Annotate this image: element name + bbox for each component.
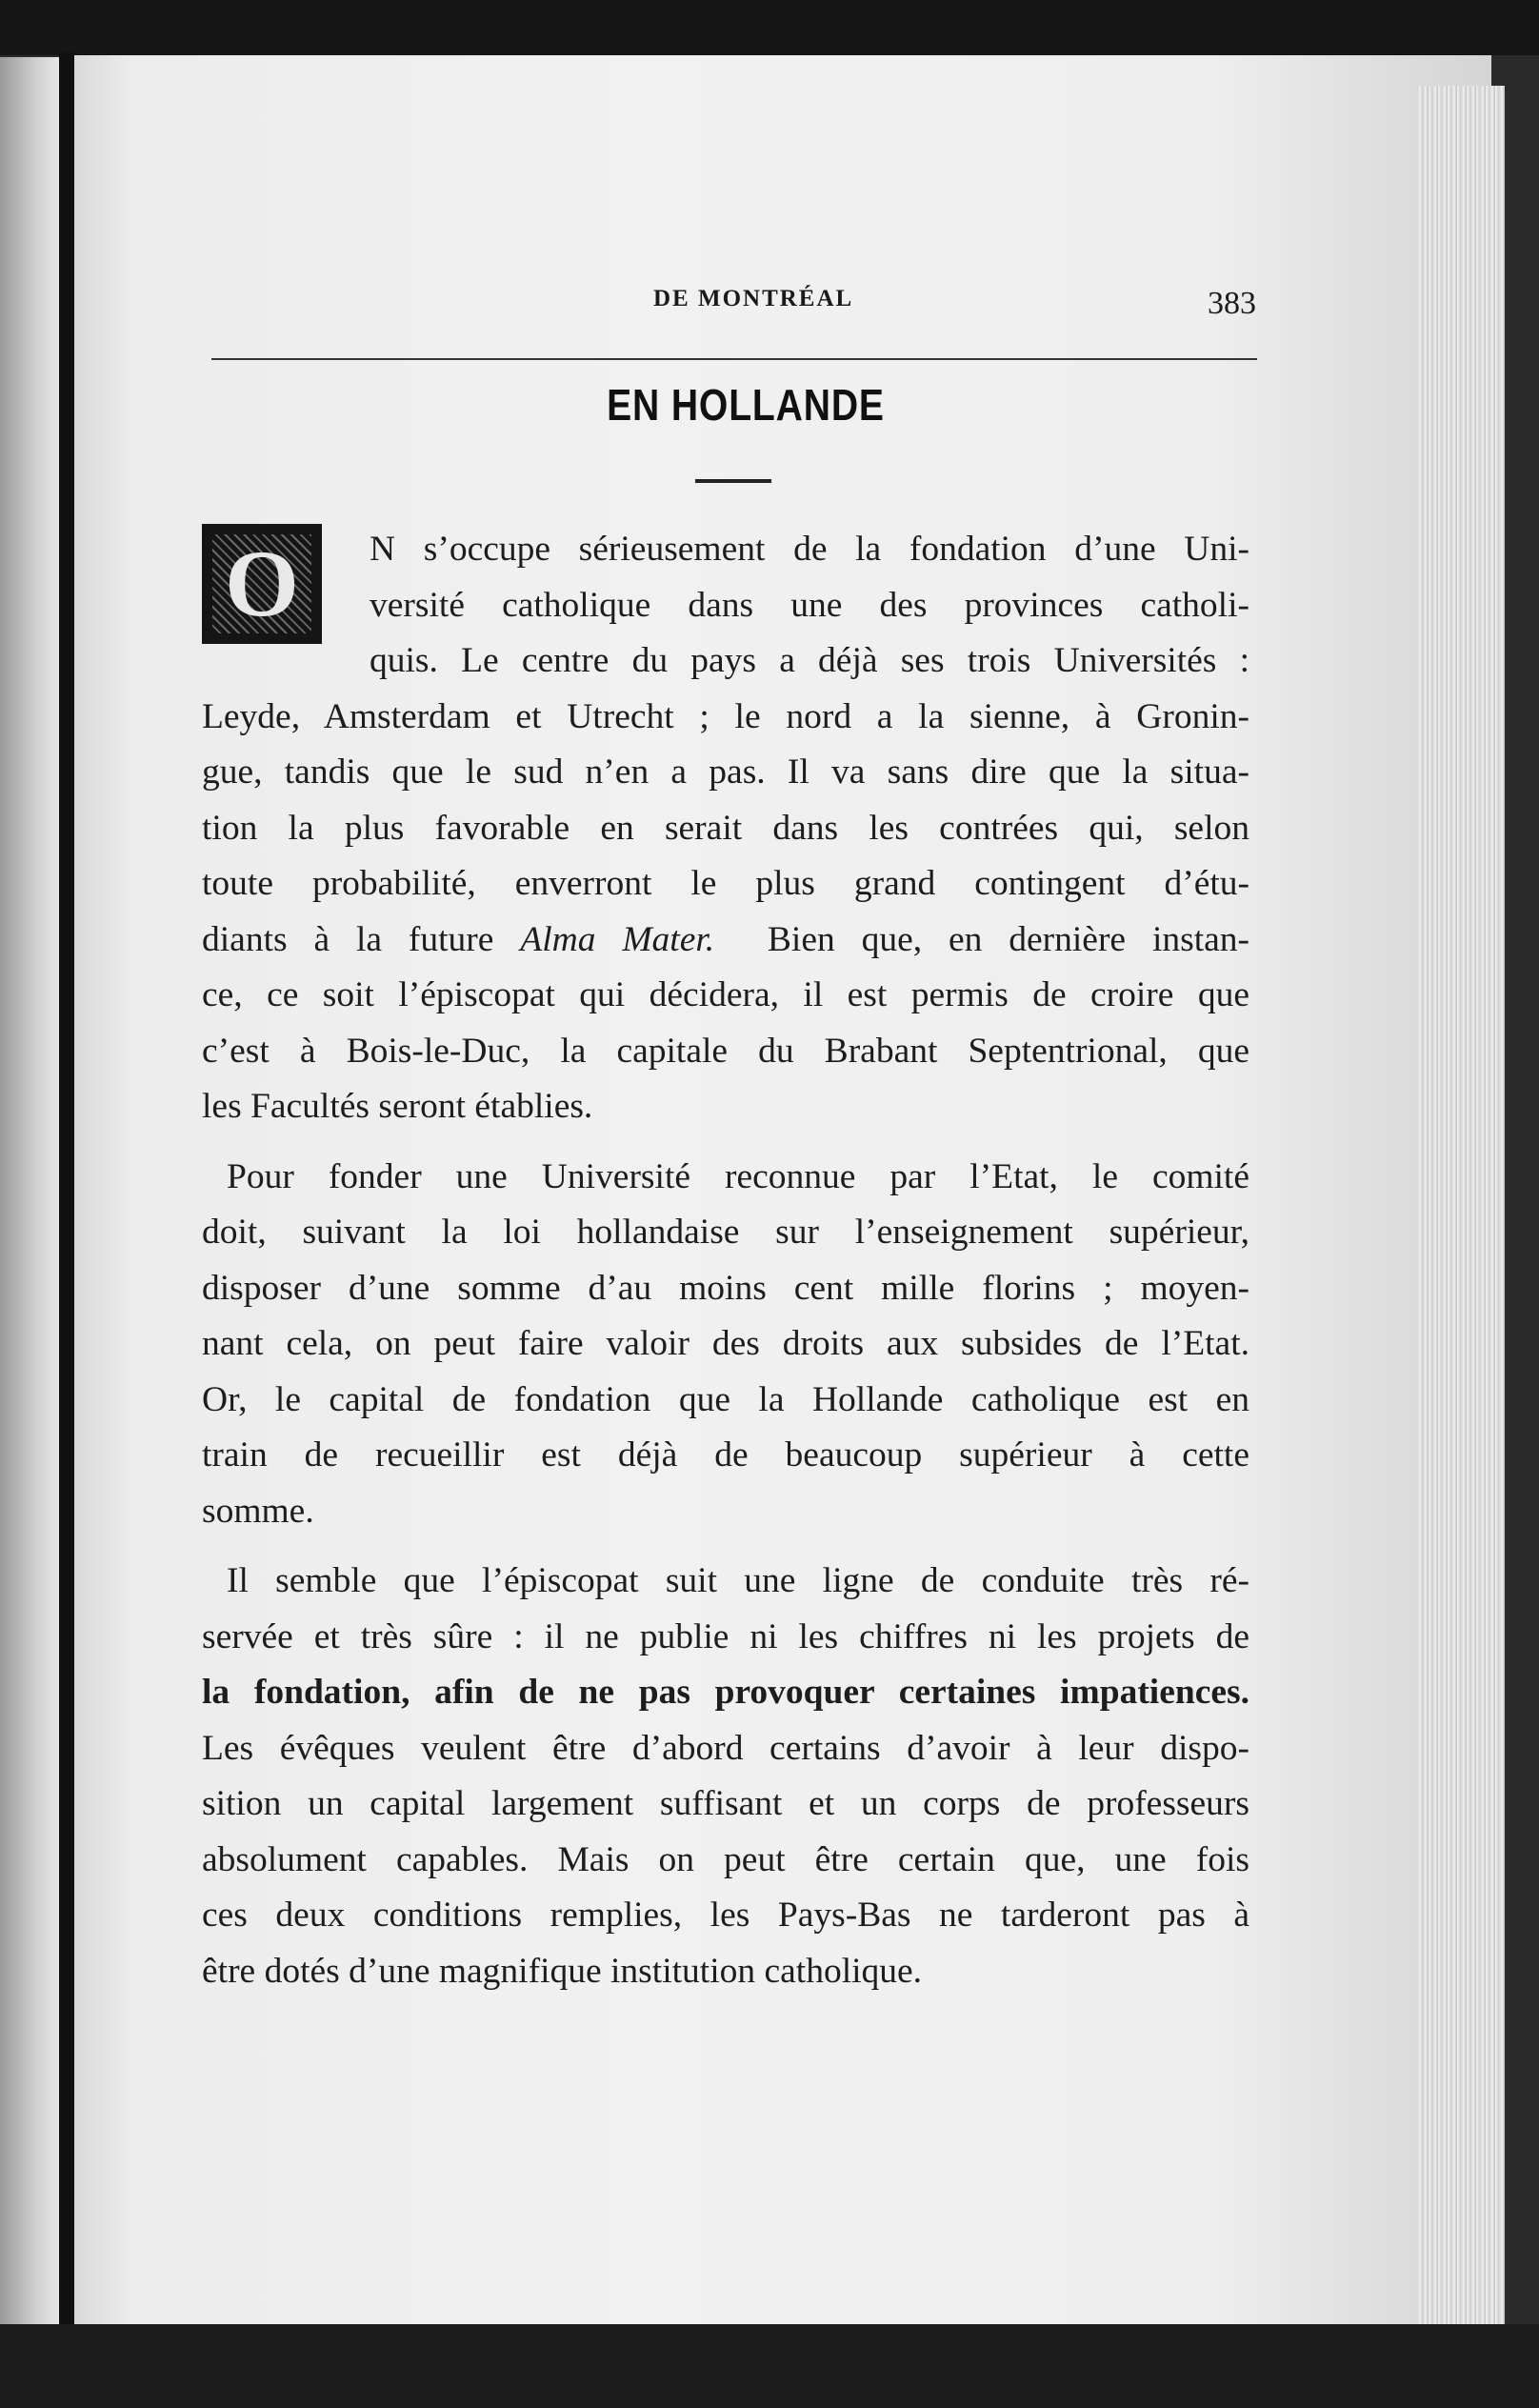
text-line: gue, tandis que le sud n’en a pas. Il va sans dire que la situa- [202, 752, 1249, 792]
book-gutter [59, 52, 74, 2377]
text-segment: Bien que, en dernière instan- [767, 919, 1250, 959]
text-line: Or, le capital de fondation que la Hollande catholique est en [202, 1379, 1249, 1419]
dropcap-letter: O [225, 531, 299, 636]
text-line: versité catholique dans une des provinces catholi- [370, 585, 1249, 625]
text-line: Leyde, Amsterdam et Utrecht ; le nord a la sienne, à Gronin- [202, 696, 1249, 736]
text-line: Il semble que l’épiscopat suit une ligne de conduite très ré- [227, 1561, 1249, 1600]
title-rule [695, 479, 771, 483]
body-text [202, 522, 1249, 1999]
text-line [202, 913, 1249, 969]
paragraph-2 [202, 1150, 1249, 1540]
text-line: train de recueillir est déjà de beaucoup supérieur à cette [202, 1435, 1249, 1475]
text-line: Les évêques veulent être d’abord certains d’avoir à leur dispo- [202, 1728, 1249, 1768]
section-title: EN HOLLANDE [607, 380, 885, 430]
scan-bottom-border [0, 2324, 1539, 2408]
text-line: absolument capables. Mais on peut être certain que, une fois [202, 1839, 1249, 1879]
text-line: quis. Le centre du pays a déjà ses trois Universités : [370, 641, 1249, 680]
page-stack-edge [1419, 86, 1505, 2353]
text-line: tion la plus favorable en serait dans les contrées qui, selon [202, 808, 1249, 848]
text-line: sition un capital largement suffisant et un corps de professeurs [202, 1784, 1249, 1823]
paragraph-1 [202, 522, 1249, 1135]
text-line: ce, ce soit l’épiscopat qui décidera, il est permis de croire que [202, 975, 1249, 1014]
scan-top-border [0, 0, 1539, 55]
page-number: 383 [1208, 286, 1256, 321]
text-line: c’est à Bois-le-Duc, la capitale du Brabant Septentrional, que [202, 1031, 1249, 1071]
text-line: les Facultés seront établies. [202, 1087, 593, 1126]
text-line: disposer d’une somme d’au moins cent mille florins ; moyen- [202, 1268, 1249, 1308]
paragraph-3 [202, 1554, 1249, 1999]
text-line: toute probabilité, enverront le plus grand contingent d’étu- [202, 864, 1249, 903]
text-line: la fondation, afin de ne pas provoquer certaines impatiences. [202, 1673, 1249, 1712]
header-rule [211, 358, 1257, 360]
text-line: Pour fonder une Université reconnue par l’Etat, le comité [227, 1156, 1249, 1196]
text-line: nant cela, on peut faire valoir des droits aux subsides de l’Etat. [202, 1324, 1249, 1363]
text-line: N s’occupe sérieusement de la fondation d’une Uni- [370, 530, 1249, 569]
text-line: ces deux conditions remplies, les Pays-Bas ne tarderont pas à [202, 1896, 1249, 1935]
italic-phrase: Alma Mater. [520, 919, 715, 959]
facing-page-edge [0, 57, 59, 2372]
running-head: DE MONTRÉAL [653, 286, 854, 311]
text-line: être dotés d’une magnifique institution catholique. [202, 1951, 923, 1991]
text-line: doit, suivant la loi hollandaise sur l’enseignement supérieur, [202, 1213, 1249, 1252]
text-line: somme. [202, 1491, 314, 1531]
text-line: servée et très sûre : il ne publie ni les chiffres ni les projets de [202, 1616, 1249, 1656]
text-segment: diants à la future [202, 919, 494, 959]
